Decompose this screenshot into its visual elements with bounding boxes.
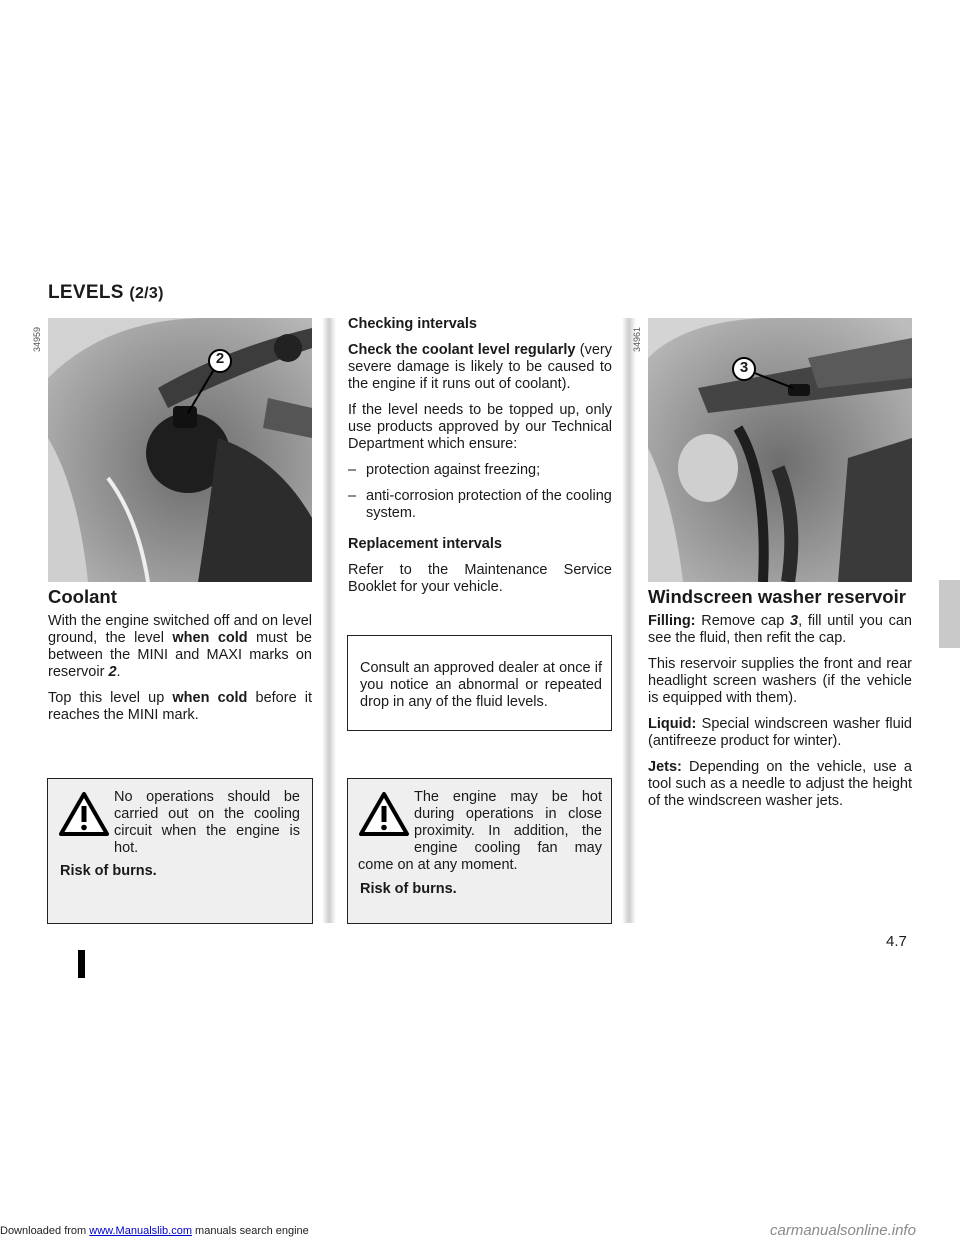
washer-reservoir-photo — [648, 318, 912, 582]
checking-intervals-heading: Checking intervals — [348, 316, 477, 332]
washer-section — [648, 588, 912, 819]
washer-heading: Windscreen washer reservoir — [648, 586, 906, 607]
warning-text-middle: The engine may be hot during operations in close proximity. In addition, the engine cooling fan may come on at any moment. — [358, 789, 602, 873]
download-footer: Downloaded from www.Manualslib.com manuals search engine — [0, 1225, 309, 1237]
liquid-paragraph: Liquid: Special windscreen washer fluid (antifreeze product for winter). — [648, 716, 912, 749]
intervals-section — [348, 316, 612, 605]
image-code-right: 34961 — [632, 326, 642, 352]
coolant-photo — [48, 318, 312, 582]
note-box — [347, 635, 612, 731]
warning-text-left: No operations should be carried out on the cooling circuit when the engine is hot. — [114, 789, 300, 856]
warning-risk-middle: Risk of burns. — [360, 881, 457, 897]
coolant-paragraph-1: With the engine switched off and on level ground, the level when cold must be between the MINI and MAXI marks on reservoir 2. — [48, 613, 312, 680]
manualslib-link[interactable]: www.Manualslib.com — [89, 1225, 192, 1237]
warning-box-left — [47, 778, 313, 924]
warning-risk-left: Risk of burns. — [60, 863, 157, 879]
coolant-heading: Coolant — [48, 586, 117, 607]
topup-paragraph: If the level needs to be topped up, only use products approved by our Technical Department which ensure: — [348, 402, 612, 452]
watermark: carmanualsonline.info — [770, 1222, 916, 1239]
note-text: Consult an approved dealer at once if you notice an abnormal or repeated drop in any of the fluid levels. — [360, 660, 602, 710]
coolant-paragraph-2: Top this level up when cold before it reaches the MINI mark. — [48, 690, 312, 723]
image-code-left: 34959 — [32, 326, 42, 352]
checking-paragraph: Check the coolant level regularly (very severe damage is likely to be caused to the engine if it runs out of coolant). — [348, 342, 612, 392]
margin-mark — [78, 950, 85, 978]
replacement-paragraph: Refer to the Maintenance Service Booklet for your vehicle. — [348, 562, 612, 595]
section-tab — [939, 580, 960, 648]
filling-paragraph: Filling: Remove cap 3, fill until you can see the fluid, then refit the cap. — [648, 613, 912, 646]
callout-3: 3 — [739, 359, 749, 376]
warning-box-middle — [347, 778, 612, 924]
list-item: – protection against freezing; — [348, 462, 541, 478]
coolant-section — [48, 588, 312, 733]
replacement-intervals-heading: Replacement intervals — [348, 536, 502, 552]
column-separator-1 — [322, 318, 336, 923]
callout-2: 2 — [215, 350, 225, 367]
page-title: LEVELS (2/3) — [48, 282, 164, 303]
supply-paragraph: This reservoir supplies the front and rear headlight screen washers (if the vehicle is equipped with them). — [648, 656, 912, 706]
page-number: 4.7 — [886, 933, 907, 950]
column-separator-2 — [622, 318, 636, 923]
warning-triangle-icon — [58, 791, 110, 837]
list-item: – anti-corrosion protection of the cooling system. — [348, 488, 612, 521]
jets-paragraph: Jets: Depending on the vehicle, use a tool such as a needle to adjust the height of the windscreen washer jets. — [648, 759, 912, 809]
